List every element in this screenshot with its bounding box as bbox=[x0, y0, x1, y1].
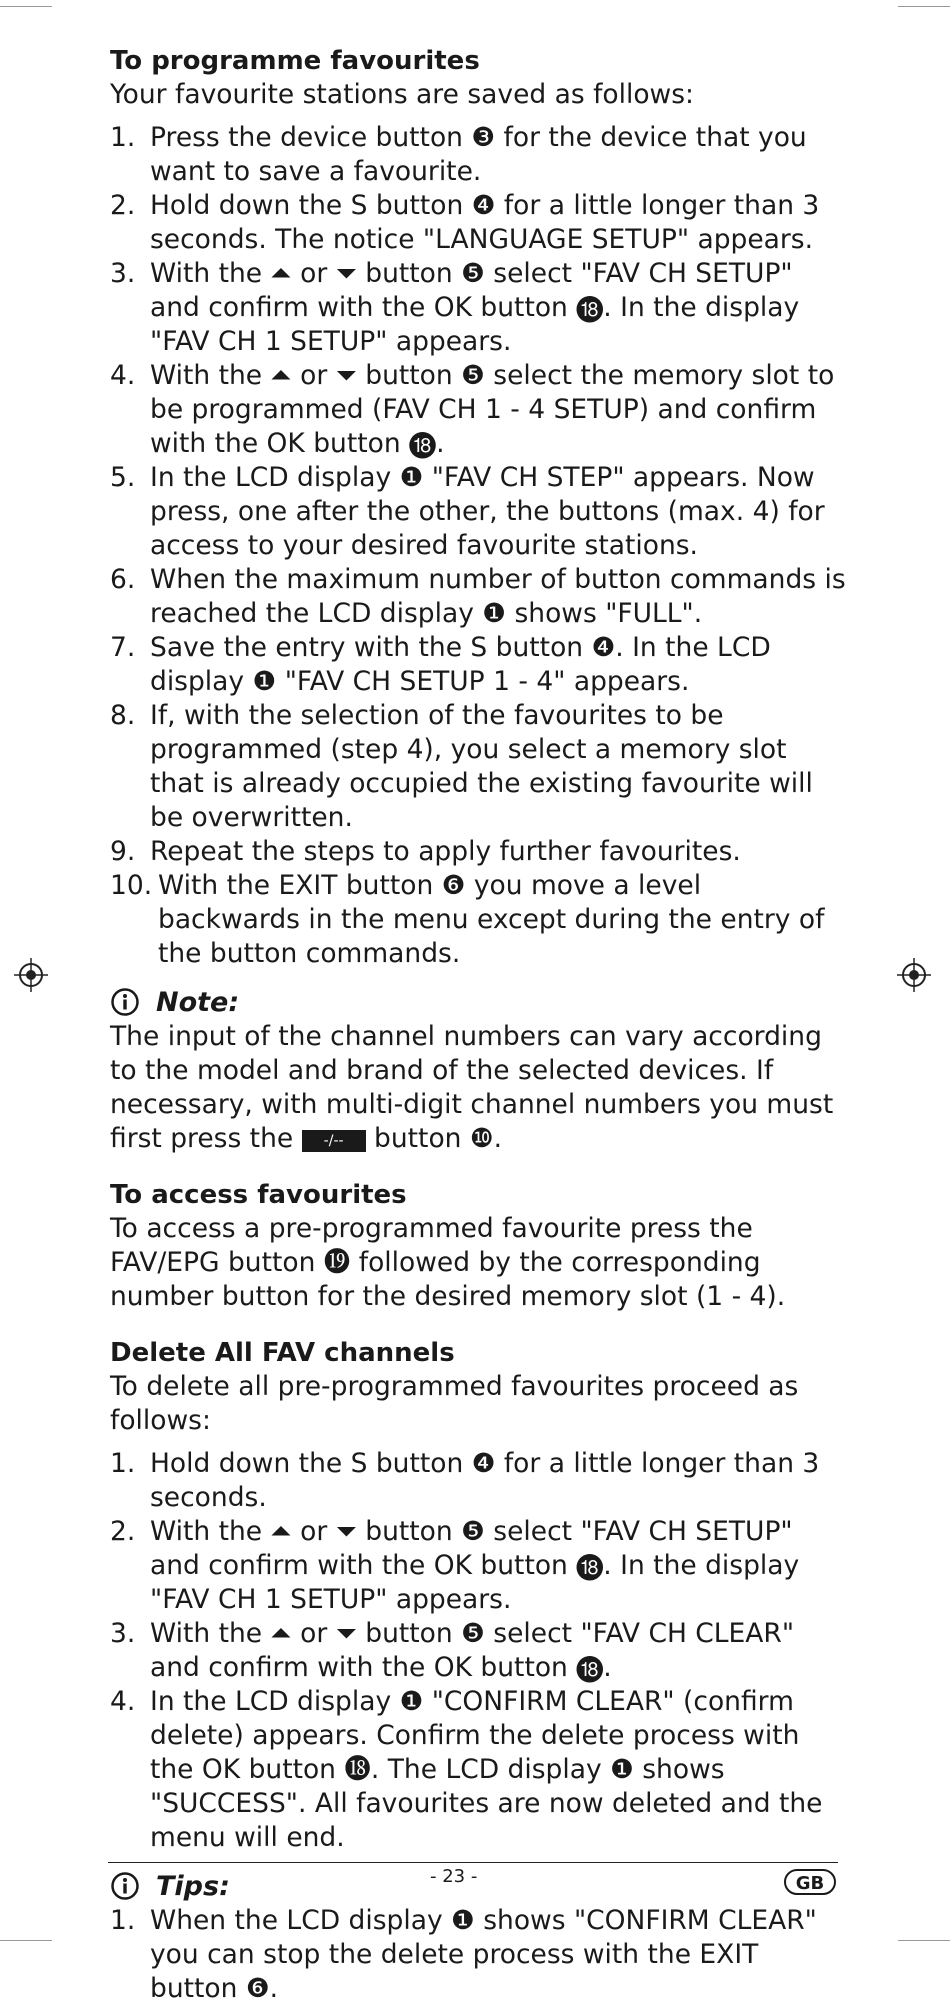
registration-mark-right-icon bbox=[897, 958, 931, 992]
section-heading-delete-all: Delete All FAV channels bbox=[110, 1338, 455, 1368]
info-icon bbox=[110, 1871, 140, 1901]
list-item: 4. With the ⏶ or ⏷ button ❺ select the memory slot to be programmed (FAV CH 1 - 4 SETUP) and confirm with the OK button ⓲. bbox=[110, 360, 835, 459]
section-heading-programme-favourites: To programme favourites bbox=[110, 46, 480, 76]
language-badge: GB bbox=[784, 1869, 836, 1895]
crop-mark-bottom-right bbox=[898, 1940, 950, 1941]
list-item: 3. With the ⏶ or ⏷ button ❺ select "FAV CH CLEAR" and confirm with the OK button ⓲. bbox=[110, 1618, 795, 1683]
list-item: 4. In the LCD display ❶ "CONFIRM CLEAR" (confirm delete) appears. Confirm the delete process with the OK button ⓲. The LCD display ❶ shows "SUCCESS". All favourites are now deleted and the menu will end. bbox=[110, 1686, 823, 1853]
dash-key-icon: -/-- bbox=[302, 1130, 366, 1152]
list-item: 6. When the maximum number of button commands is reached the LCD display ❶ shows "FULL". bbox=[110, 564, 846, 629]
manual-page bbox=[110, 44, 846, 2006]
tips-label: Tips: bbox=[156, 1870, 230, 1902]
list-item: 9. Repeat the steps to apply further favourites. bbox=[110, 836, 741, 867]
list-item: 1. Press the device button ❸ for the device that you want to save a favourite. bbox=[110, 122, 807, 187]
crop-mark-top-left bbox=[0, 6, 52, 7]
list-item: 2. With the ⏶ or ⏷ button ❺ select "FAV CH SETUP" and confirm with the OK button ⓲. In the display "FAV CH 1 SETUP" appears. bbox=[110, 1516, 800, 1615]
list-item: 7. Save the entry with the S button ❹. In the LCD display ❶ "FAV CH SETUP 1 - 4" appears. bbox=[110, 632, 771, 697]
section-heading-access-favourites: To access favourites bbox=[110, 1180, 407, 1210]
footer-rule bbox=[108, 1862, 838, 1863]
crop-mark-bottom-left bbox=[0, 1940, 52, 1941]
programme-steps-list bbox=[110, 121, 846, 971]
section-text: To access a pre-programmed favourite press the FAV/EPG button ⓳ followed by the corresponding number button for the desired memory slot (1 - 4). bbox=[110, 1213, 786, 1312]
note-text: The input of the channel numbers can vary according to the model and brand of the selected devices. If necessary, with multi-digit channel numbers you must first press the -/-- button ❿. bbox=[110, 1021, 834, 1154]
delete-steps-list bbox=[110, 1447, 846, 1855]
note-label: Note: bbox=[156, 986, 240, 1018]
page-number: - 23 - bbox=[430, 1866, 478, 1887]
info-icon bbox=[110, 987, 140, 1017]
list-item: 10. With the EXIT button ❻ you move a level backwards in the menu except during the entry of the button commands. bbox=[110, 870, 825, 969]
list-item: 8. If, with the selection of the favourites to be programmed (step 4), you select a memory slot that is already occupied the existing favourite will be overwritten. bbox=[110, 700, 813, 833]
tips-header bbox=[110, 1868, 846, 1904]
section-intro: To delete all pre-programmed favourites proceed as follows: bbox=[110, 1371, 799, 1436]
list-item: 2. Hold down the S button ❹ for a little longer than 3 seconds. The notice "LANGUAGE SETUP" appears. bbox=[110, 190, 820, 255]
section-intro: Your favourite stations are saved as follows: bbox=[110, 79, 694, 110]
list-item: 5. In the LCD display ❶ "FAV CH STEP" appears. Now press, one after the other, the buttons (max. 4) for access to your desired favourite stations. bbox=[110, 462, 825, 561]
list-item: 3. With the ⏶ or ⏷ button ❺ select "FAV CH SETUP" and confirm with the OK button ⓲. In the display "FAV CH 1 SETUP" appears. bbox=[110, 258, 800, 357]
list-item: 1. Hold down the S button ❹ for a little longer than 3 seconds. bbox=[110, 1448, 820, 1513]
note-header bbox=[110, 984, 846, 1020]
tips-list bbox=[110, 1904, 846, 2006]
registration-mark-left-icon bbox=[14, 958, 48, 992]
crop-mark-top-right bbox=[898, 6, 950, 7]
list-item: 1. When the LCD display ❶ shows "CONFIRM CLEAR" you can stop the delete process with the EXIT button ❻. bbox=[110, 1905, 817, 2004]
